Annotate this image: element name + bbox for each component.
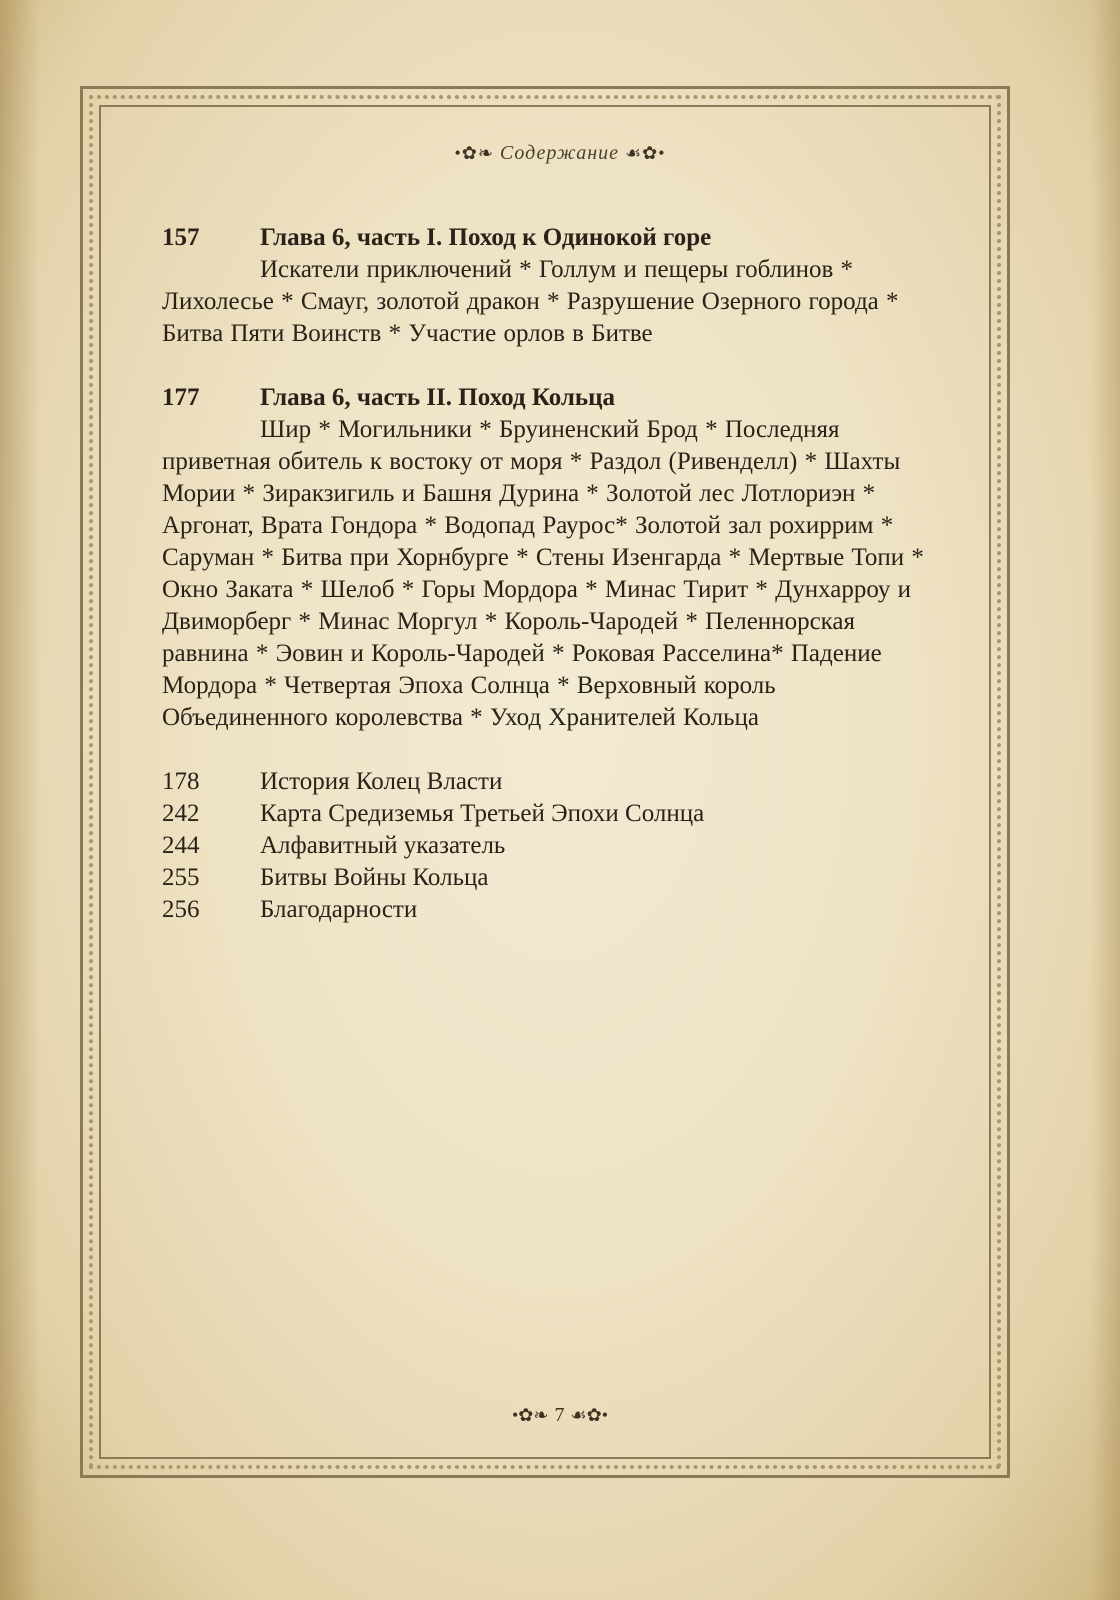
ornament-right-icon: ☙✿• [570,1405,608,1425]
toc-row [162,766,942,798]
page-number: 7 [554,1404,565,1426]
toc-row [162,862,942,894]
contents-title: Содержание [499,142,620,164]
contents-header [0,142,1120,165]
ornament-left-icon: •✿❧ [512,1405,549,1425]
table-of-contents [162,222,942,926]
toc-chapter-title: Глава 6, часть II. Поход Кольца [260,384,616,411]
toc-chapter-entry [162,222,942,350]
toc-page-number: 242 [162,800,200,827]
toc-row-title: Битвы Войны Кольца [260,864,489,891]
page-footer [0,1404,1120,1427]
toc-appendix-list [162,766,942,926]
toc-page-number: 157 [162,224,200,251]
toc-row-title: Алфавитный указатель [260,832,506,859]
toc-row [162,830,942,862]
toc-row-title: Карта Средиземья Третьей Эпохи Солнца [260,800,705,827]
toc-chapter-contents: Шир * Могильники * Бруиненский Брод * Последняя приветная обитель к востоку от моря * Раздол (Ривенделл) * Шахты Мории * Зиракзигиль и Башня Дурина * Золотой лес Лотлориэн * Аргонат, Врата Гондора * Водопад Раурос* Золотой зал рохиррим * Саруман * Битва при Хорнбурге * Стены Изенгарда * Мертвые Топи * Окно Заката * Шелоб * Горы Мордора * Минас Тирит * Дунхарроу и Двиморберг * Минас Моргул * Король-Чародей * Пеленнорская равнина * Эовин и Король-Чародей * Роковая Расселина* Падение Мордора * Четвертая Эпоха Солнца * Верховный король Объединенного королевства * Уход Хранителей Кольца [162,416,924,731]
page-edge-shading [1090,0,1120,1600]
toc-chapter-contents: Искатели приключений * Голлум и пещеры гоблинов * Лихолесье * Смауг, золотой дракон * Разрушение Озерного города * Битва Пяти Воинств * Участие орлов в Битве [162,256,899,347]
ornament-right-icon: ☙✿• [625,143,666,163]
toc-chapter-title: Глава 6, часть I. Поход к Одинокой горе [260,224,712,251]
page-edge-shading [0,0,40,1600]
toc-row-title: Благодарности [260,896,418,923]
toc-page-number: 178 [162,768,200,795]
toc-page-number: 244 [162,832,200,859]
toc-row [162,894,942,926]
toc-row-title: История Колец Власти [260,768,503,795]
toc-chapter-entry [162,382,942,734]
toc-page-number: 255 [162,864,200,891]
toc-row [162,798,942,830]
ornament-left-icon: •✿❧ [454,143,494,163]
toc-page-number: 256 [162,896,200,923]
toc-page-number: 177 [162,384,200,411]
